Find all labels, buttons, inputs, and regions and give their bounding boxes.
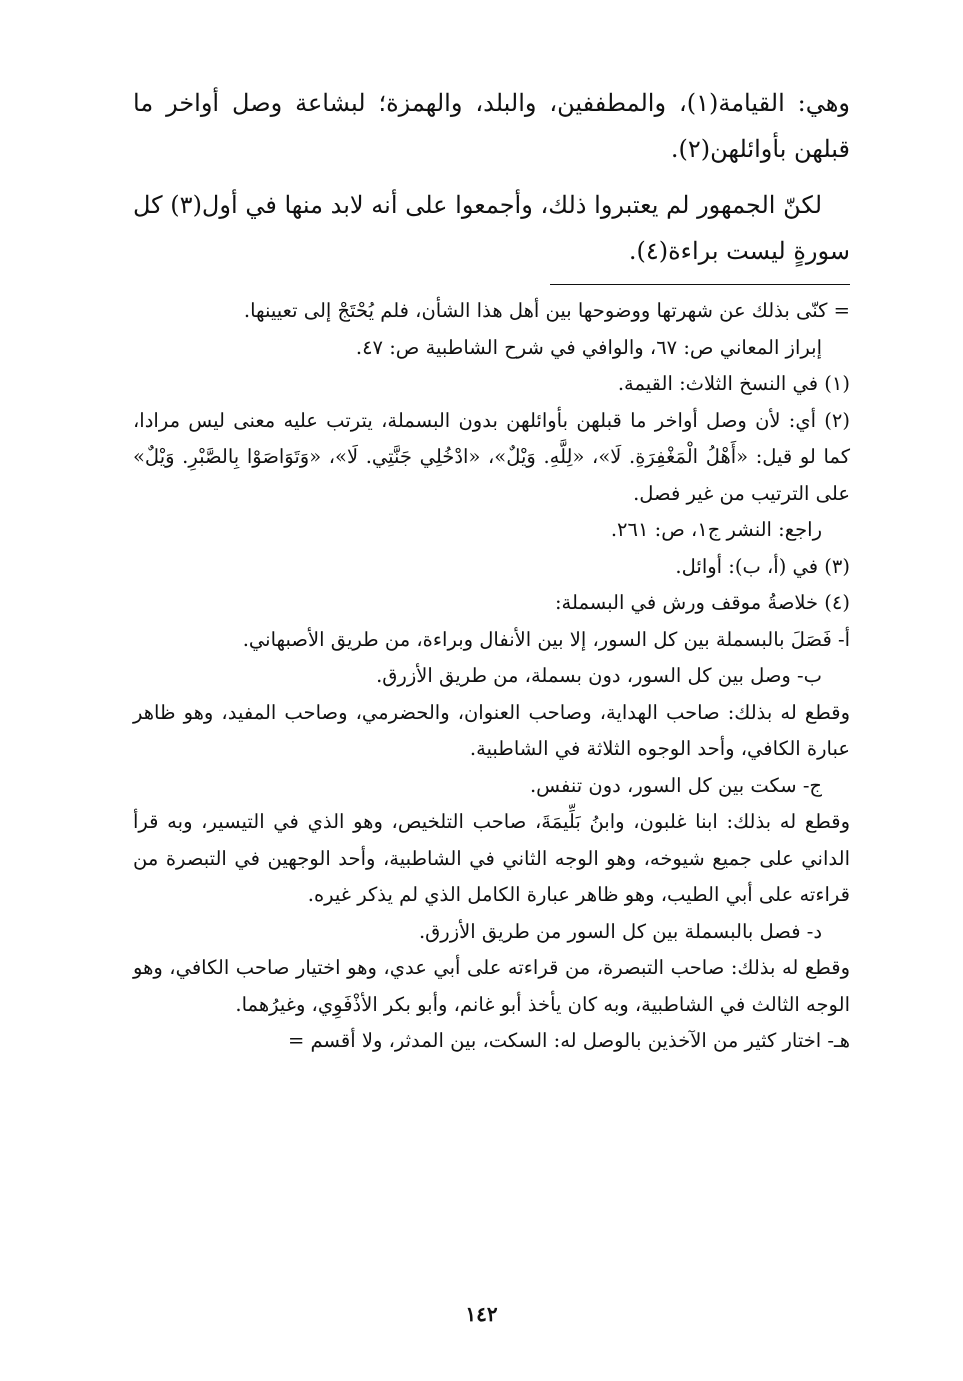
main-text [133,80,850,274]
footnote-separator [550,284,850,285]
footnote-2: (٢) أي: لأن وصل أواخر ما قبلهن بأوائلهن بدون البسملة، يترتب عليه معنى ليس مرادا، كما لو قيل: «أَهْلُ الْمَغْفِرَةِ. لَا»، «لِلَّهِ. وَيْلٌ»، «ادْخُلِي جَنَّتِي. لَا»، «وَتَوَاصَوْا بِالصَّبْرِ. وَيْلٌ» على الترتيب من غير فصل. [133,408,850,505]
footnote-4-item-a: أ- فَصَلَ بالبسملة بين كل السور، إلا بين الأنفال وبراءة، من طريق الأصبهاني. [242,627,850,651]
footnote-4: (٤) خلاصةُ موقف ورش في البسملة: [554,591,850,614]
footnote-2-reference: راجع: النشر ج١، ص: ٢٦١. [610,518,822,541]
footnote-4-item-c-detail: وقطع له بذلك: ابنا غلبون، وابنُ بَلِّيمَةَ، صاحب التلخيص، وهو الذي في التيسير، وبه قرأ الداني على جميع شيوخه، وهو الوجه الثاني في الشاطبية، وأحد الوجهين في التبصرة من قراءته على أبي الطيب، وهو ظاهر عبارة الكامل الذي لم يذكر غيره. [133,810,850,906]
footnote-4-item-b: ب- وصل بين كل السور، دون بسملة، من طريق الأزرق. [376,664,822,687]
footnote-4-item-d: د- فصل بالبسملة بين كل السور من طريق الأزرق. [418,919,822,943]
footnote-3: (٣) في (أ، ب): أوائل. [675,554,850,578]
main-paragraph-1: وهي: القيامة(١)، والمطففين، والبلد، والهمزة؛ لبشاعة وصل أواخر ما قبلهن بأوائلهن(٢). [133,89,850,163]
footnote-4-item-b-detail: وقطع له بذلك: صاحب الهداية، وصاحب العنوان، والحضرمي، وصاحب المفيد، وهو ظاهر عبارة الكافي، وأحد الوجوه الثلاثة في الشاطبية. [133,700,850,760]
footnotes [133,293,850,1060]
footnote-1: (١) في النسخ الثلاث: القيمة. [617,372,850,395]
page-number: ١٤٢ [465,1302,498,1326]
footnote-source: إبراز المعاني ص: ٦٧، والوافي في شرح الشاطبية ص: ٤٧. [355,335,822,359]
footnote-4-item-c: ج- سكت بين كل السور، دون تنفس. [529,773,822,797]
book-page [133,80,850,1340]
footnote-4-item-d-detail: وقطع له بذلك: صاحب التبصرة، من قراءته على أبي عدي، وهو اختيار صاحب الكافي، وهو الوجه الثالث في الشاطبية، وبه كان يأخذ أبو غانم، وأبو بكر الأذْفَوِي، وغيرُهما. [133,956,850,1016]
footnote-continuation: = كنّى بذلك عن شهرتها ووضوحها بين أهل هذا الشأن، فلم يُحْتَجْ إلى تعيينها. [243,299,850,322]
main-paragraph-2: لكنّ الجمهور لم يعتبروا ذلك، وأجمعوا على أنه لابد منها في أول(٣) كل سورةٍ ليست براءة(٤). [133,191,850,265]
footnote-4-item-e: هـ- اختار كثير من الآخذين بالوصل له: السكت، بين المدثر، ولا أقسم = [287,1029,850,1052]
